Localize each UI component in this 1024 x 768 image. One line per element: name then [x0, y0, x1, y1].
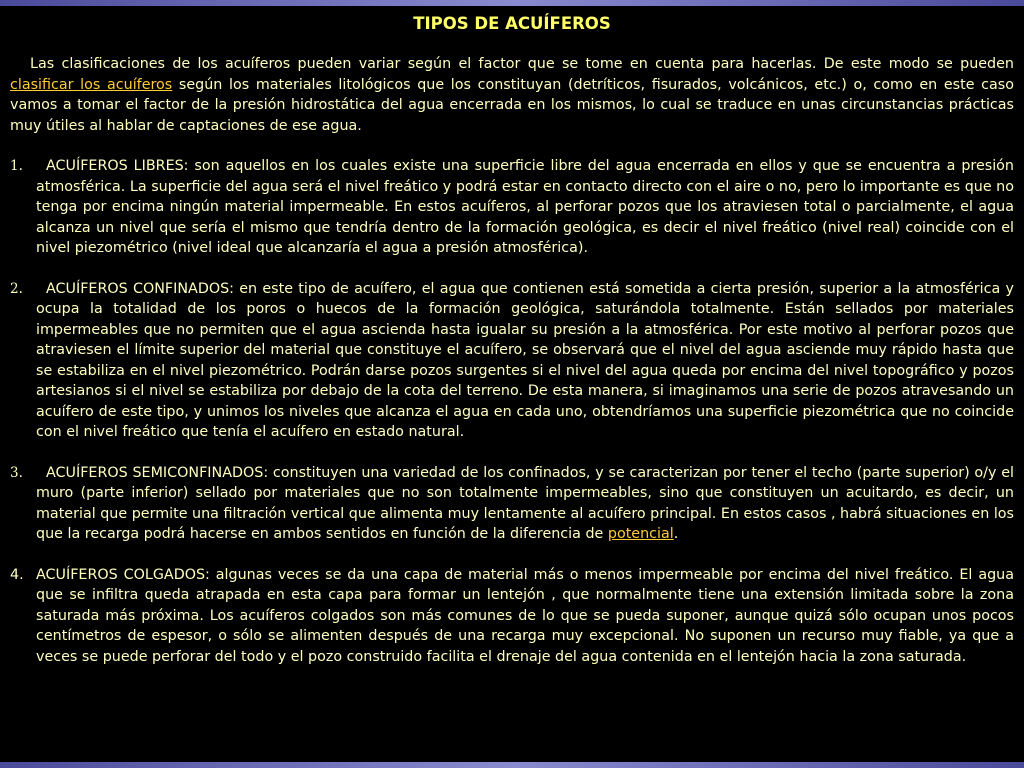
- bottom-border: [0, 762, 1024, 768]
- item-number: 2.: [10, 280, 23, 297]
- item-number: 4.: [10, 566, 24, 583]
- top-border: [0, 0, 1024, 6]
- intro-text-start: Las clasificaciones de los acuíferos pueden variar según el factor que se tome en cuenta para hacerlas. De este modo se pueden: [30, 56, 1014, 72]
- page-title: TIPOS DE ACUÍFEROS: [413, 14, 611, 33]
- slide-content: [10, 14, 1014, 667]
- clasificar-acuiferos-link[interactable]: clasificar los acuíferos: [10, 76, 173, 93]
- list-item-acuiferos-confinados: [10, 279, 1014, 443]
- item-text: ACUÍFEROS SEMICONFINADOS: constituyen una variedad de los confinados, y se caracterizan por tener el techo (parte superior) o/y el muro (parte inferior) sellado por materiales que no son totalmente impermeables, sino que constituyen un acuitardo, es decir, un material que permite una filtración vertical que alimenta muy lentamente al acuífero principal. En estos casos , habrá situaciones en los que la recarga podrá hacerse en ambos sentidos en función de la diferencia de: [36, 464, 1014, 542]
- item-text: ACUÍFEROS LIBRES: son aquellos en los cuales existe una superficie libre del agua encerrada en ellos y que se encuentra a presión atmosférica. La superficie del agua será el nivel freático y podrá estar en contacto directo con el aire o no, pero lo importante es que no tenga por encima ningún material impermeable. En estos acuíferos, al perforar pozos que los atraviesen total o parcialmente, el agua alcanza un nivel que sería el mismo que tendría dentro de la formación geológica, es decir el nivel freático (nivel real) coincide con el nivel piezométrico (nivel ideal que alcanzaría el agua a presión atmosférica).: [36, 158, 1014, 256]
- item-number: 3.: [10, 464, 23, 481]
- item-number: 1.: [10, 158, 23, 174]
- list-item-acuiferos-semiconfinados: [10, 463, 1014, 545]
- intro-paragraph: [10, 54, 1014, 136]
- item-text-end: .: [673, 526, 679, 542]
- intro-text-end: según los materiales litológicos que los constituyan (detríticos, fisurados, volcánicos, etc.) o, como en este caso vamos a tomar el factor de la presión hidrostática del agua encerrada en los mismos, lo cual se traduce en unas circunstancias prácticas muy útiles al hablar de captaciones de ese agua.: [10, 76, 1014, 134]
- list-item-acuiferos-libres: [10, 156, 1014, 259]
- potencial-link[interactable]: potencial: [607, 526, 674, 542]
- list-item-acuiferos-colgados: [10, 565, 1014, 668]
- item-text: ACUÍFEROS CONFINADOS: en este tipo de acuífero, el agua que contienen está sometida a cierta presión, superior a la atmosférica y ocupa la totalidad de los poros o huecos de la formación geológica, saturándola totalmente. Están sellados por materiales impermeables que no permiten que el agua ascienda hasta igualar su presión a la atmosférica. Por este motivo al perforar pozos que atraviesen el límite superior del material que constituye el acuífero, se observará que el nivel del agua asciende muy rápido hasta que se estabiliza en el nivel piezométrico. Podrán darse pozos surgentes si el nivel del agua queda por encima del nivel topográfico y pozos artesianos si el nivel se estabiliza por debajo de la cota del terreno. De esta manera, si imaginamos una serie de pozos atravesando un acuífero de este tipo, y unimos los niveles que alcanza el agua en cada uno, obtendríamos una superficie piezométrica que no coincide con el nivel freático que tenía el acuífero en estado natural.: [36, 280, 1014, 440]
- item-text: ACUÍFEROS COLGADOS: algunas veces se da una capa de material más o menos impermeable por encima del nivel freático. El agua que se infiltra queda atrapada en esta capa para formar un lentejón , que normalmente tiene una extensión limitada sobre la zona saturada más próxima. Los acuíferos colgados son más comunes de lo que se pueda suponer, aunque quizá sólo ocupan unos pocos centímetros de espesor, o sólo se alimenten después de una recarga muy excepcional. No suponen un recurso muy fiable, ya que a veces se puede perforar del todo y el pozo construido facilita el drenaje del agua contenida en el lentejón hacia la zona saturada.: [36, 566, 1014, 665]
